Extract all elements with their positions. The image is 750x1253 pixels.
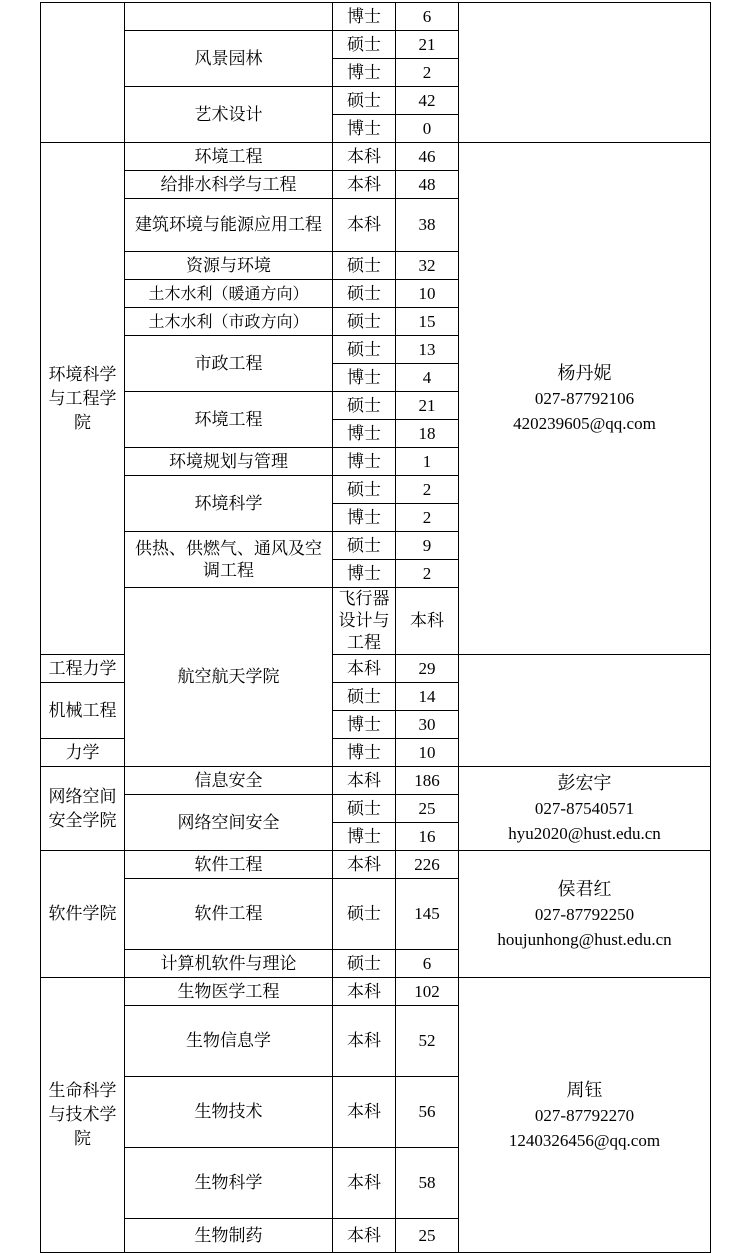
college-cell: 航空航天学院	[125, 588, 333, 767]
count-cell: 2	[396, 504, 459, 532]
contact-cell	[459, 767, 711, 851]
degree-cell: 硕士	[333, 879, 396, 950]
count-cell: 10	[396, 280, 459, 308]
degree-cell: 博士	[333, 364, 396, 392]
degree-cell: 博士	[333, 560, 396, 588]
count-cell: 46	[396, 143, 459, 171]
degree-cell: 博士	[333, 823, 396, 851]
count-cell: 0	[396, 115, 459, 143]
degree-cell: 博士	[333, 59, 396, 87]
count-cell: 29	[396, 655, 459, 683]
major-cell: 土木水利（暖通方向）	[125, 280, 333, 308]
degree-cell: 本科	[333, 171, 396, 199]
count-cell: 13	[396, 336, 459, 364]
count-cell: 15	[396, 308, 459, 336]
degree-cell: 博士	[333, 420, 396, 448]
major-cell: 生物制药	[125, 1219, 333, 1253]
count-cell: 2	[396, 476, 459, 504]
contact-phone: 027-87792250	[534, 904, 635, 924]
admissions-table	[40, 2, 711, 1253]
major-cell: 环境工程	[125, 392, 333, 448]
contact-email: 420239605@qq.com	[513, 414, 656, 433]
degree-cell: 本科	[396, 588, 459, 655]
count-cell: 38	[396, 199, 459, 252]
major-cell	[125, 3, 333, 31]
count-cell: 102	[396, 978, 459, 1006]
major-cell: 工程力学	[41, 655, 125, 683]
count-cell: 16	[396, 823, 459, 851]
count-cell: 21	[396, 31, 459, 59]
degree-cell: 硕士	[333, 392, 396, 420]
degree-cell: 本科	[333, 1006, 396, 1077]
contact-cell	[459, 978, 711, 1253]
degree-cell: 本科	[333, 1077, 396, 1148]
degree-cell: 本科	[333, 655, 396, 683]
contact-name: 彭宏宇	[557, 773, 612, 794]
count-cell: 18	[396, 420, 459, 448]
contact-email: 1240326456@qq.com	[508, 1130, 661, 1150]
degree-cell: 硕士	[333, 87, 396, 115]
major-cell: 给排水科学与工程	[125, 171, 333, 199]
count-cell: 4	[396, 364, 459, 392]
degree-cell: 硕士	[333, 476, 396, 504]
major-cell: 软件工程	[125, 879, 333, 950]
count-cell: 14	[396, 683, 459, 711]
major-cell: 建筑环境与能源应用工程	[125, 199, 333, 252]
count-cell: 6	[396, 3, 459, 31]
contact-name: 侯君红	[557, 878, 612, 900]
degree-cell: 硕士	[333, 532, 396, 560]
contact-cell	[459, 851, 711, 978]
contact-cell	[459, 3, 711, 143]
contact-name: 杨丹妮	[557, 363, 612, 384]
count-cell: 186	[396, 767, 459, 795]
degree-cell: 硕士	[333, 950, 396, 978]
degree-cell: 博士	[333, 739, 396, 767]
degree-cell: 硕士	[333, 308, 396, 336]
count-cell: 32	[396, 252, 459, 280]
count-cell: 48	[396, 171, 459, 199]
contact-email: hyu2020@hust.edu.cn	[508, 824, 661, 843]
count-cell: 25	[396, 1219, 459, 1253]
college-cell: 生命科学与技术学院	[41, 978, 125, 1253]
college-cell: 软件学院	[41, 851, 125, 978]
degree-cell: 本科	[333, 199, 396, 252]
major-cell: 资源与环境	[125, 252, 333, 280]
major-cell: 艺术设计	[125, 87, 333, 143]
count-cell: 6	[396, 950, 459, 978]
degree-cell: 本科	[333, 851, 396, 879]
degree-cell: 硕士	[333, 336, 396, 364]
contact-email: houjunhong@hust.edu.cn	[497, 929, 672, 949]
major-cell: 力学	[41, 739, 125, 767]
degree-cell: 本科	[333, 143, 396, 171]
major-cell: 飞行器设计与工程	[333, 588, 396, 655]
count-cell: 9	[396, 532, 459, 560]
degree-cell: 硕士	[333, 795, 396, 823]
count-cell: 21	[396, 392, 459, 420]
degree-cell: 硕士	[333, 252, 396, 280]
major-cell: 市政工程	[125, 336, 333, 392]
major-cell: 生物信息学	[125, 1006, 333, 1077]
count-cell: 226	[396, 851, 459, 879]
count-cell: 145	[396, 879, 459, 950]
major-cell: 生物技术	[125, 1077, 333, 1148]
major-cell: 生物医学工程	[125, 978, 333, 1006]
degree-cell: 博士	[333, 115, 396, 143]
major-cell: 软件工程	[125, 851, 333, 879]
major-cell: 计算机软件与理论	[125, 950, 333, 978]
college-cell: 网络空间安全学院	[41, 767, 125, 851]
count-cell: 2	[396, 59, 459, 87]
college-cell: 环境科学与工程学院	[41, 143, 125, 655]
degree-cell: 硕士	[333, 31, 396, 59]
count-cell: 1	[396, 448, 459, 476]
count-cell: 56	[396, 1077, 459, 1148]
major-cell: 风景园林	[125, 31, 333, 87]
degree-cell: 本科	[333, 978, 396, 1006]
major-cell: 供热、供燃气、通风及空调工程	[125, 532, 333, 588]
count-cell: 30	[396, 711, 459, 739]
major-cell: 机械工程	[41, 683, 125, 739]
degree-cell: 本科	[333, 1148, 396, 1219]
contact-name: 周钰	[566, 1079, 603, 1101]
major-cell: 网络空间安全	[125, 795, 333, 851]
major-cell: 环境工程	[125, 143, 333, 171]
contact-phone: 027-87792270	[534, 1105, 635, 1125]
contact-cell	[459, 143, 711, 655]
contact-phone: 027-87792106	[534, 389, 635, 408]
count-cell: 25	[396, 795, 459, 823]
degree-cell: 博士	[333, 504, 396, 532]
count-cell: 58	[396, 1148, 459, 1219]
major-cell: 环境规划与管理	[125, 448, 333, 476]
degree-cell: 硕士	[333, 280, 396, 308]
count-cell: 10	[396, 739, 459, 767]
major-cell: 土木水利（市政方向）	[125, 308, 333, 336]
major-cell: 环境科学	[125, 476, 333, 532]
degree-cell: 博士	[333, 3, 396, 31]
degree-cell: 本科	[333, 767, 396, 795]
contact-phone: 027-87540571	[534, 799, 635, 818]
degree-cell: 硕士	[333, 683, 396, 711]
degree-cell: 本科	[333, 1219, 396, 1253]
college-cell	[41, 3, 125, 143]
count-cell: 42	[396, 87, 459, 115]
degree-cell: 博士	[333, 711, 396, 739]
major-cell: 信息安全	[125, 767, 333, 795]
major-cell: 生物科学	[125, 1148, 333, 1219]
count-cell: 2	[396, 560, 459, 588]
degree-cell: 博士	[333, 448, 396, 476]
count-cell: 52	[396, 1006, 459, 1077]
